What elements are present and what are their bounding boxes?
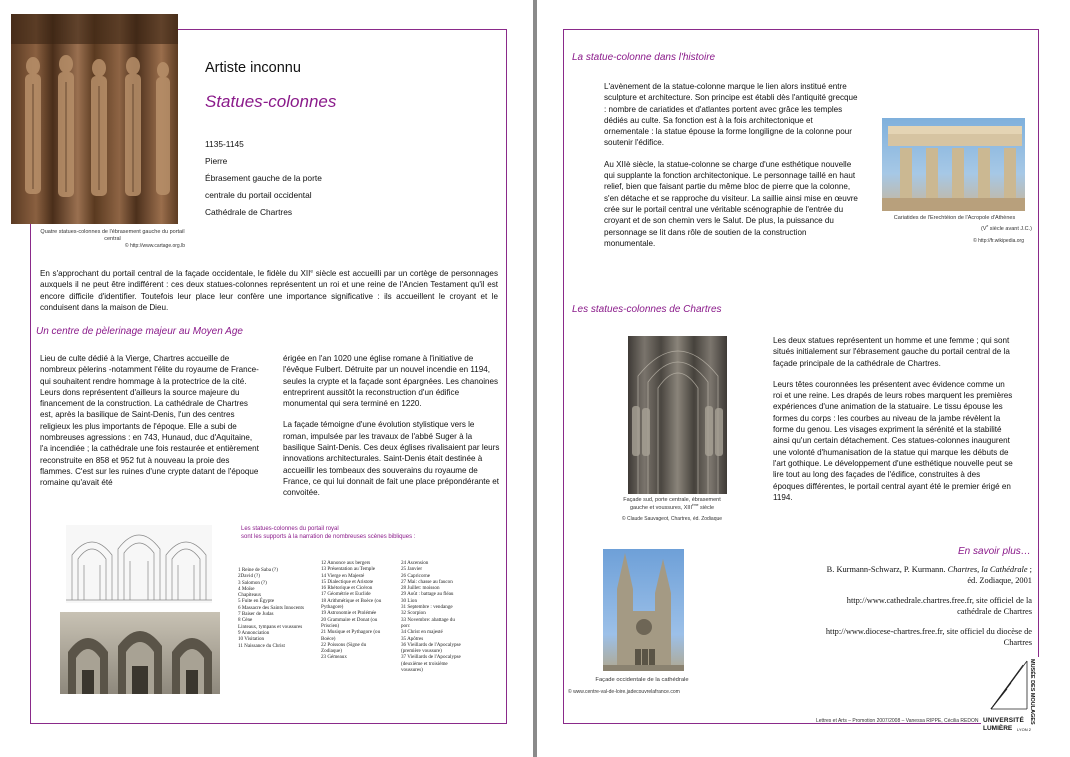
caryatid-caption-superscript: e bbox=[986, 224, 989, 229]
left-page bbox=[0, 0, 533, 757]
history-paragraph-2: Au XIIè siècle, la statue-colonne se charge d'une esthétique nouvelle qui supplante la fonction architectonique. Le personnage taillé en haut relief, bien que faisant partie du même bloc de pierre que la colonne, s'en détache et se rapproche du visiteur. La saillie ainsi mise en œuvre crée sur le portail central une véritable scénographie de l'entrée du croyant et de son chemin vers le Salut. De plus, la puissance du personnage se lit dans rôle de soutien de la construction monumentale. bbox=[604, 159, 858, 248]
list-item: 37 Vieillards de l'Apocalypse (deuxième et troisième voussures) bbox=[401, 654, 461, 674]
column-2-paragraph-2: La façade témoigne d'une évolution stylistique vers le roman, impulsée par les travaux de l'abbé Suger à la basilique Saint-Denis. Ces deux églises rivalisaient par leurs innovations architecturales. Saint-Denis était destinée à accueillir les tombeaux des souverains du royaume de France, ce qui lui donnait de fait une place prépondérante et convoitée. bbox=[283, 420, 500, 498]
caryatid-caption-2 bbox=[877, 226, 1032, 233]
list-item: 34 Christ en majesté bbox=[401, 629, 443, 636]
list-item: 9 Annonciation bbox=[238, 629, 270, 636]
list-item: Chapiteaux bbox=[238, 592, 262, 599]
south-caption-text: gauche et voussures, XIII bbox=[629, 505, 693, 511]
list-item: 35 Apôtres bbox=[401, 635, 424, 642]
list-item: 3 Salomon (?) bbox=[238, 579, 267, 586]
list-item: 6 Massacre des Saints Innocents bbox=[238, 604, 304, 611]
more-info-title: En savoir plus… bbox=[958, 546, 1031, 557]
south-facade-photo bbox=[628, 336, 727, 494]
history-paragraph-1: L'avènement de la statue-colonne marque le lien alors institué entre sculpture et architecture. Son principe est établi dès l'antiquité grecque : nombre de cariatides et d'atlantes portent avec grâce les temples dédiés au culte. Sa fonction est à la fois architectonique et ornementale : la statue épouse la forme longiligne de la colonne pour soutenir l'édifice. bbox=[604, 82, 858, 148]
list-item: 12 Annonce aux bergers bbox=[321, 560, 371, 566]
portal-sketch bbox=[66, 525, 212, 603]
list-item: 5 Fuite en Égypte bbox=[238, 598, 275, 605]
portal-photo bbox=[60, 612, 220, 694]
list-item: 22 Poissons (Signe du Zodiaque) bbox=[321, 641, 367, 655]
statues-photo bbox=[11, 14, 178, 224]
south-caption-2 bbox=[607, 505, 737, 512]
logo-universite: UNIVERSITÉ bbox=[983, 717, 1025, 724]
reference-link-diocese[interactable]: http://www.diocese-chartres.free.fr, site officiel du diocèse de Chartres bbox=[825, 627, 1032, 647]
list-item: 15 Dialectique et Aristote bbox=[321, 578, 374, 585]
info-location-1: Ébrasement gauche de la porte bbox=[205, 173, 322, 183]
column-2-paragraph-1: érigée en l'an 1020 une église romane à l'initiative de l'évêque Fulbert. Détruite par un nouvel incendie en 1194, seules la crypte et la façade sont épargnées. Les chanoines entreprirent aussitôt la reconstruction d'un édifice monumental qui sera terminé en 1220. bbox=[283, 354, 499, 409]
intro-text-start: En s'approchant du portail central de la façade occidentale, le fidèle du XII bbox=[40, 269, 311, 278]
top-image-caption: Quatre statues-colonnes de l'ébrasement gauche du portail central bbox=[40, 229, 185, 242]
list-item: 36 Vieillards de l'Apocalypse (première voussure) bbox=[401, 641, 461, 655]
list-item: 19 Astronomie et Ptolémée bbox=[321, 610, 377, 617]
list-item: 7 Baiser de Judas bbox=[238, 611, 274, 618]
scene-list-col-2 bbox=[321, 560, 383, 661]
intro-text-end: siècle est accueilli par un cortège de personnages auxquels il ne peut être indifférent : ces deux statues-colonnes représentent un roi et une reine de l'Ancien Testament qu'il est encore difficile d'identifier. Toutefois leur place leur confère une importance significative : ils accueillent le croyant et le conduisent dans la maison de Dieu. bbox=[40, 269, 498, 312]
list-item: 11 Naissance du Christ bbox=[238, 642, 285, 649]
list-item: 33 Novembre: abattage du porc bbox=[401, 616, 455, 629]
portal-photo-illustration bbox=[60, 612, 220, 694]
logo-lumiere: LUMIÈRE bbox=[983, 725, 1013, 732]
list-item: 16 Rhétorique et Cicéron bbox=[321, 585, 373, 592]
info-location-2: centrale du portail occidental bbox=[205, 190, 312, 200]
section-title-pelerinage: Un centre de pèlerinage majeur au Moyen Age bbox=[36, 326, 243, 337]
facade-credit: © www.centre-val-de-loire.jadecouvrelafrance.com bbox=[568, 689, 680, 695]
list-item: 21 Musique et Pythagore (ou Boèce) bbox=[321, 629, 381, 642]
scene-list-col-1 bbox=[238, 567, 306, 649]
list-item: 25 Janvier bbox=[401, 566, 423, 573]
list-item: 1 Reine de Saba (?) bbox=[238, 567, 278, 573]
logo-graphic bbox=[989, 657, 1029, 712]
column-1-text: Lieu de culte dédié à la Vierge, Chartres accueille de nombreux pèlerins -notamment l'élite du royaume de France- qui souhaitent rendre hommage à la protectrice de la cité. Leurs dons représentent d'ailleurs la source majeure du financement de la construction. La cathédrale de Chartres est, après la basilique de Saint-Denis, l'un des centres religieux les plus importants de l'époque. Elle a subi de nombreuses agressions : en 743, Hunaud, duc d'Aquitaine, l'a incendiée ; la cathédrale une fois restaurée et entièrement reconstruite en 858 et 952 fut à nouveau la proie des flammes. C'est sur les ruines d'une crypte datant de l'époque romaine qu'avait été bbox=[40, 354, 259, 488]
scene-list-col-3 bbox=[401, 560, 465, 673]
caryatids-photo bbox=[882, 118, 1025, 211]
list-item: 24 Ascension bbox=[401, 560, 429, 566]
intro-superscript: e bbox=[310, 269, 314, 275]
list-item: 28 Juillet: moisson bbox=[401, 585, 440, 592]
south-caption-1: Façade sud, porte centrale, ébrasement bbox=[623, 497, 721, 503]
caryatid-caption-text-end: siècle avant J.C.) bbox=[988, 226, 1032, 232]
reference-publisher: ; éd. Zodiaque, 2001 bbox=[967, 565, 1032, 585]
intro-paragraph bbox=[40, 268, 498, 313]
list-item: 13 Présentation au Temple bbox=[321, 566, 376, 573]
south-facade-illustration bbox=[628, 336, 727, 494]
list-item: 32 Scorpion bbox=[401, 610, 426, 617]
caryatid-credit: © http://fr.wikipedia.org bbox=[973, 238, 1024, 244]
portal-caption-line-2: sont les supports à la narration de nombreuses scènes bibliques : bbox=[241, 534, 416, 540]
list-item: 18 Arithmétique et Boèce (ou Pythagore) bbox=[321, 597, 382, 611]
list-item: 14 Vierge en Majesté bbox=[321, 572, 365, 579]
references bbox=[822, 564, 1032, 648]
list-item: Linteaux, tympans et voussures bbox=[238, 623, 303, 630]
list-item: 2David (?) bbox=[238, 573, 260, 580]
artwork-info bbox=[205, 136, 322, 221]
logo-musee: MUSÉE DES MOULAGES bbox=[1029, 659, 1035, 725]
section-title-chartres: Les statues-colonnes de Chartres bbox=[572, 304, 722, 315]
statues-illustration bbox=[11, 14, 178, 224]
section-title-histoire: La statue-colonne dans l'histoire bbox=[572, 52, 716, 63]
info-material: Pierre bbox=[205, 156, 228, 166]
list-item: 31 Septembre : vendange bbox=[401, 604, 453, 611]
portal-caption-line-1: Les statues-colonnes du portail royal bbox=[241, 526, 339, 532]
list-item: 17 Géométrie et Euclide bbox=[321, 591, 371, 598]
list-item: 23 Gémeaux bbox=[321, 654, 347, 661]
caryatid-caption-text: (V bbox=[980, 226, 987, 232]
west-facade-illustration bbox=[603, 549, 684, 671]
reference-authors: B. Kurmann-Schwarz, P. Kurmann. bbox=[826, 565, 948, 574]
list-item: 27 Mai: chasse au faucon bbox=[401, 578, 453, 585]
list-item: 4 Moïse bbox=[238, 585, 255, 592]
south-caption-text-end: siècle bbox=[698, 505, 715, 511]
university-logo bbox=[981, 657, 1047, 745]
column-2-text bbox=[283, 353, 501, 499]
reference-book bbox=[822, 564, 1032, 586]
right-page bbox=[537, 0, 1070, 757]
south-credit: © Claude Sauvageot, Chartres, éd. Zodiaque bbox=[621, 516, 723, 522]
south-caption-superscript: ème bbox=[692, 503, 699, 508]
list-item: 30 Lion bbox=[401, 597, 417, 604]
caryatid-caption-1: Cariatides de l'Erechtéion de l'Acropole d'Athènes bbox=[893, 215, 1016, 221]
chartres-text bbox=[773, 335, 1013, 503]
caryatids-illustration bbox=[882, 118, 1025, 211]
list-item: 29 Août : battage au fléau bbox=[401, 591, 454, 598]
portal-caption bbox=[241, 525, 415, 541]
list-item: 20 Grammaire et Donat (ou Priscien) bbox=[321, 616, 378, 629]
portal-drawing bbox=[66, 525, 212, 603]
list-item: 8 Cène bbox=[238, 617, 253, 624]
page-title: Statues-colonnes bbox=[205, 92, 337, 111]
chartres-paragraph-2: Leurs têtes couronnées les présentent avec évidence comme un roi et une reine. Les drapés de leurs robes marquent les premières expériences d'une animation de la statuaire. Le tissu épouse les formes du corps : les courbes au niveau de la jambe révèlent la forme du genou. Les visages expriment la sérénité et la stabilité ainsi qu'un certain détachement. Ces statues-colonnes inaugurent une volonté d'humanisation de la statue qui marque les débuts de l'art gothique. Le développement d'une esthétique nouvelle peut se lire tout au long des façades de l'édifice, construites à des époques différentes, le portail central ayant été le premier érigé en 1194. bbox=[773, 379, 1013, 502]
reference-title: Chartres, la Cathédrale bbox=[947, 565, 1028, 574]
list-item: 10 Visitation bbox=[238, 636, 265, 643]
footer-credits: Lettres et Arts – Promotion 2007/2008 – Vanessa RIPPE, Cécilia REDON bbox=[816, 718, 979, 724]
logo-lyon: LYON 2 bbox=[1017, 727, 1031, 732]
list-item: 26 Capricorne bbox=[401, 572, 430, 579]
author-name: Artiste inconnu bbox=[205, 60, 301, 76]
info-date: 1135-1145 bbox=[205, 139, 244, 149]
history-text bbox=[604, 81, 859, 249]
info-location-3: Cathédrale de Chartres bbox=[205, 207, 293, 217]
chartres-paragraph-1: Les deux statues représentent un homme et une femme ; qui sont situés initialement sur l'ébrasement gauche du portail central de la façade principale de la cathédrale de Chartres. bbox=[773, 336, 1010, 368]
west-facade-photo bbox=[603, 549, 684, 671]
reference-link-cathedral[interactable]: http://www.cathedrale.chartres.free.fr, site officiel de la cathédrale de Chartres bbox=[846, 596, 1032, 616]
facade-caption: Façade occidentale de la cathédrale bbox=[595, 677, 689, 683]
top-image-credit: © http://www.cartage.org.lb bbox=[124, 243, 185, 249]
